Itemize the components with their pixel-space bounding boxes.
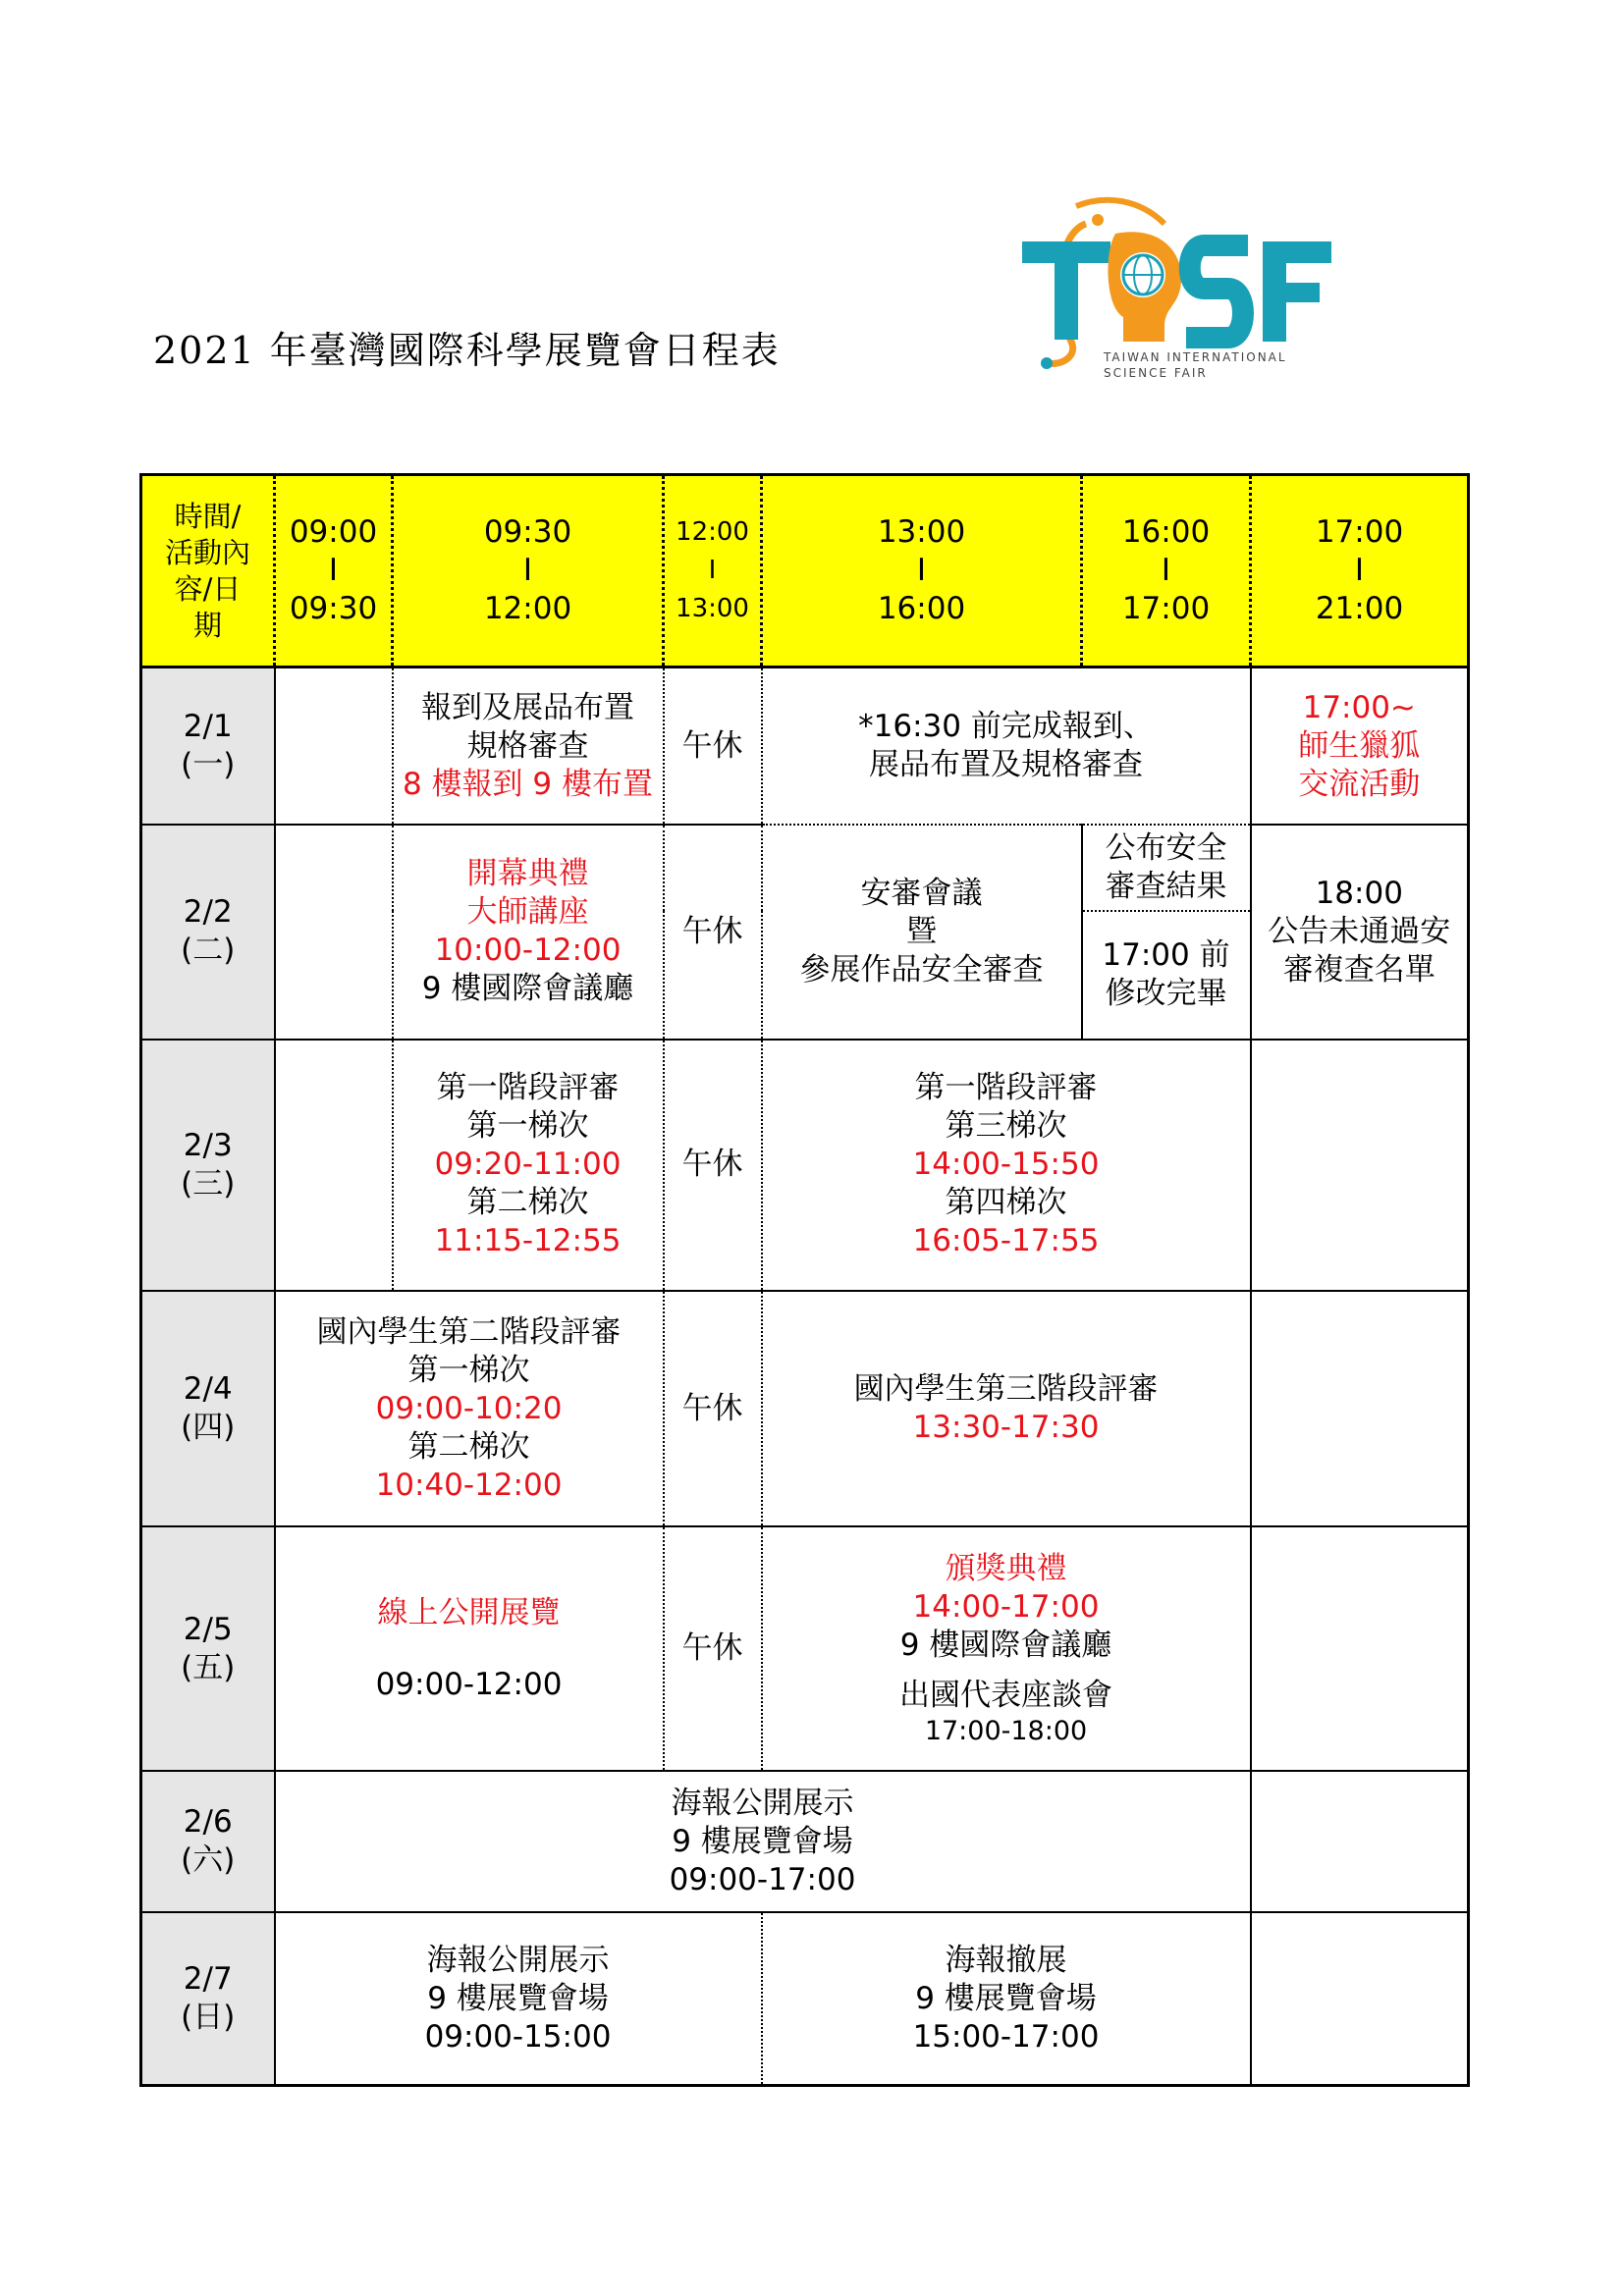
judging-1-morning-cell: 第一階段評審 第一梯次 09:20-11:00 第二梯次 11:15-12:55 bbox=[393, 1040, 664, 1291]
lunch-cell: 午休 bbox=[664, 667, 762, 825]
header-slot-0930: 09:30 I 12:00 bbox=[393, 475, 664, 667]
poster-exhibit-morning-cell: 海報公開展示 9 樓展覽會場 09:00-15:00 bbox=[275, 1912, 762, 2085]
row-2-5 bbox=[141, 1526, 1469, 1770]
setup-deadline-cell: *16:30 前完成報到、 展品布置及規格審查 bbox=[762, 667, 1251, 825]
judging-3-cell: 國內學生第三階段評審 13:30-17:30 bbox=[762, 1291, 1251, 1526]
header-corner: 時間/ 活動內 容/日 期 bbox=[141, 475, 275, 667]
checkin-cell: 報到及展品布置 規格審查 8 樓報到 9 樓布置 bbox=[393, 667, 664, 825]
empty-cell bbox=[275, 825, 393, 1039]
date-cell: 2/1 (一) bbox=[141, 667, 275, 825]
announce-cell: 18:00 公告未通過安 審複查名單 bbox=[1251, 825, 1469, 1039]
header-slot-1300: 13:00 I 16:00 bbox=[762, 475, 1082, 667]
header-slot-1600: 16:00 I 17:00 bbox=[1082, 475, 1251, 667]
header-slot-1700: 17:00 I 21:00 bbox=[1251, 475, 1469, 667]
date-cell: 2/4 (四) bbox=[141, 1291, 275, 1526]
empty-cell bbox=[1251, 1771, 1469, 1912]
row-2-6 bbox=[141, 1771, 1469, 1912]
revision-cell: 17:00 前 修改完畢 bbox=[1082, 911, 1251, 1039]
lunch-cell: 午休 bbox=[664, 1526, 762, 1770]
date-cell: 2/2 (二) bbox=[141, 825, 275, 1039]
safety-review-cell: 安審會議 暨 參展作品安全審查 bbox=[762, 825, 1082, 1039]
safety-result-cell: 公布安全 審查結果 bbox=[1082, 825, 1251, 911]
lunch-cell: 午休 bbox=[664, 1040, 762, 1291]
empty-cell bbox=[1251, 1912, 1469, 2085]
date-cell: 2/6 (六) bbox=[141, 1771, 275, 1912]
date-cell: 2/3 (三) bbox=[141, 1040, 275, 1291]
row-2-7 bbox=[141, 1912, 1469, 2085]
date-cell: 2/7 (日) bbox=[141, 1912, 275, 2085]
logo-text-line2: SCIENCE FAIR bbox=[1104, 366, 1208, 380]
logo-text-line1: TAIWAN INTERNATIONAL bbox=[1104, 350, 1287, 364]
header-row bbox=[141, 475, 1469, 667]
empty-cell bbox=[1251, 1526, 1469, 1770]
poster-exhibit-cell: 海報公開展示 9 樓展覽會場 09:00-17:00 bbox=[275, 1771, 1251, 1912]
judging-2-cell: 國內學生第二階段評審 第一梯次 09:00-10:20 第二梯次 10:40-12:00 bbox=[275, 1291, 664, 1526]
judging-1-afternoon-cell: 第一階段評審 第三梯次 14:00-15:50 第四梯次 16:05-17:55 bbox=[762, 1040, 1251, 1291]
empty-cell bbox=[1251, 1040, 1469, 1291]
lunch-cell: 午休 bbox=[664, 825, 762, 1039]
empty-cell bbox=[275, 1040, 393, 1291]
tisf-logo bbox=[1017, 194, 1351, 386]
row-2-2 bbox=[141, 825, 1469, 911]
award-ceremony-cell: 頒獎典禮 14:00-17:00 9 樓國際會議廳 出國代表座談會 17:00-18:00 bbox=[762, 1526, 1251, 1770]
online-exhibit-cell: 線上公開展覽 09:00-12:00 bbox=[275, 1526, 664, 1770]
row-2-1 bbox=[141, 667, 1469, 825]
header-slot-1200: 12:00 I 13:00 bbox=[664, 475, 762, 667]
row-2-3 bbox=[141, 1040, 1469, 1291]
header-slot-0900: 09:00 I 09:30 bbox=[275, 475, 393, 667]
poster-removal-cell: 海報撤展 9 樓展覽會場 15:00-17:00 bbox=[762, 1912, 1251, 2085]
empty-cell bbox=[1251, 1291, 1469, 1526]
date-cell: 2/5 (五) bbox=[141, 1526, 275, 1770]
opening-cell: 開幕典禮 大師講座 10:00-12:00 9 樓國際會議廳 bbox=[393, 825, 664, 1039]
foxhunt-cell: 17:00~ 師生獵狐 交流活動 bbox=[1251, 667, 1469, 825]
page-title: 2021 年臺灣國際科學展覽會日程表 bbox=[153, 329, 781, 372]
lunch-cell: 午休 bbox=[664, 1291, 762, 1526]
schedule-table bbox=[139, 473, 1470, 2087]
row-2-4 bbox=[141, 1291, 1469, 1526]
empty-cell bbox=[275, 667, 393, 825]
